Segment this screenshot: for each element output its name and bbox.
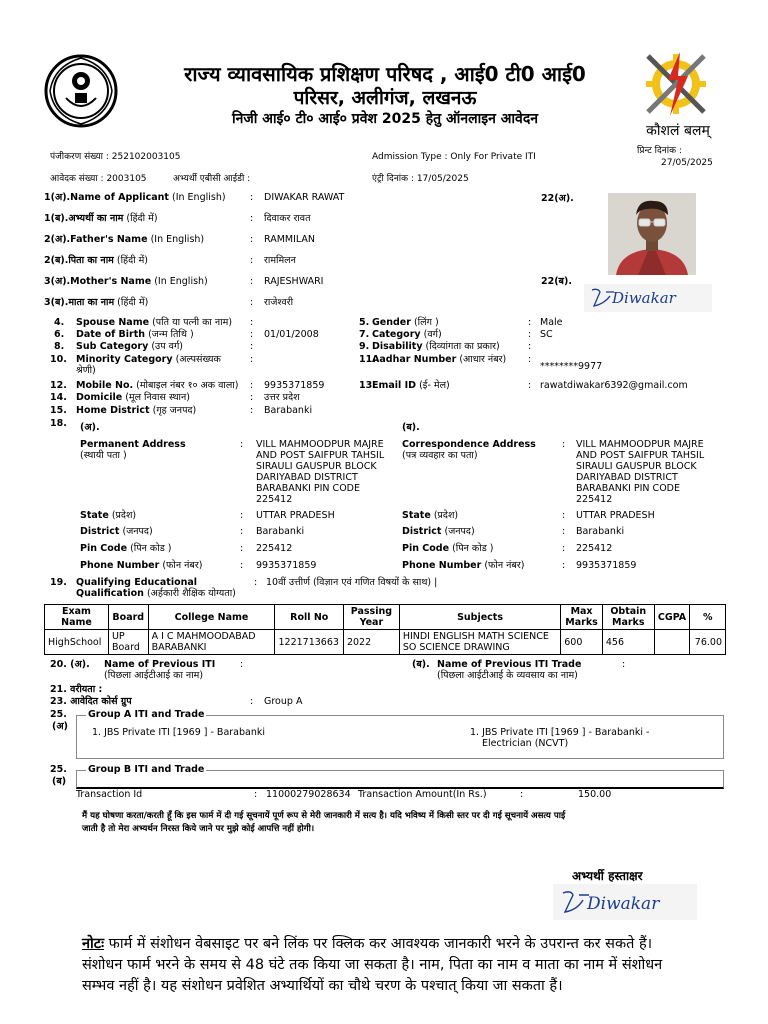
field-sub-category: Sub Category (उप वर्ग)	[76, 341, 183, 352]
num-12: 12.	[50, 380, 67, 391]
num-20: 20. (अ).	[50, 659, 90, 670]
value-mobile: 9935371859	[264, 380, 325, 391]
field-category: Category (वर्ग)	[372, 329, 442, 340]
district-value-left: Barabanki	[256, 526, 305, 537]
field-gender: Gender (लिंग )	[372, 317, 439, 328]
print-date: 27/05/2025	[661, 158, 713, 168]
num-4: 4.	[54, 317, 65, 328]
field-disability: Disability (दिव्यांगता का प्रकार)	[372, 341, 500, 352]
field-minority: Minority Category (अल्पसंख्यक	[76, 354, 221, 365]
table-row: HighSchool UP Board A I C MAHMOODABAD BARABANKI 1221713663 2022 HINDI ENGLISH MATH SCIENCE SO SCIENCE DRAWING 600 456 76.00	[45, 630, 726, 655]
education-table-header	[45, 605, 726, 630]
col-roll-no: Roll No	[275, 605, 343, 630]
state-value-right: UTTAR PRADESH	[576, 510, 655, 521]
education-table	[44, 604, 726, 655]
header-title-line1: राज्य व्यावसायिक प्रशिक्षण परिषद , आई0 टी0 आई0	[184, 62, 586, 86]
label-25a: (अ)	[52, 721, 68, 732]
qualification-label: Qualifying Educational Qualification (अर्हकारी शैक्षिक योग्यता)	[76, 577, 236, 599]
state-value-left: UTTAR PRADESH	[256, 510, 335, 521]
col-max-marks: Max Marks	[561, 605, 603, 630]
field-dob: Date of Birth (जन्म तिथि )	[76, 329, 194, 340]
num-9: 9.	[359, 341, 370, 352]
group-a-item-1: 1. JBS Private ITI [1969 ] - Barabanki	[92, 727, 266, 738]
course-group-value: Group A	[264, 696, 303, 707]
num-8: 8.	[54, 341, 65, 352]
value-gender: Male	[540, 317, 563, 328]
num-13: 13.	[359, 380, 376, 391]
num-21: 21. वरीयता :	[50, 684, 103, 695]
logo-caption: कौशलं बलम्	[646, 123, 710, 139]
qualification-value: 10वीं उत्तीर्ण (विज्ञान एवं गणित विषयों के साथ) |	[266, 577, 438, 588]
entry-date: एंट्री दिनांक : 17/05/2025	[372, 174, 469, 184]
phone-value-left: 9935371859	[256, 560, 317, 571]
value-mother-name-en: RAJESHWARI	[264, 276, 324, 287]
transaction-id-label: Transaction Id	[76, 789, 143, 800]
value-aadhar: ********9977	[540, 361, 603, 372]
field-spouse-name: Spouse Name (पति या पत्नी का नाम)	[76, 317, 233, 328]
admission-type: Admission Type : Only For Private ITI	[372, 152, 536, 162]
value-dob: 01/01/2008	[264, 329, 319, 340]
value-email: rawatdiwakar6392@gmail.com	[540, 380, 688, 391]
num-6: 6.	[54, 329, 65, 340]
value-category: SC	[540, 329, 553, 340]
permanent-address-label: Permanent Address (स्थायी पता )	[80, 439, 186, 461]
value-mother-name-hi: राजेश्वरी	[264, 297, 294, 308]
district-value-right: Barabanki	[576, 526, 625, 537]
label-18a: (अ).	[80, 422, 100, 433]
applicant-photo	[608, 193, 696, 275]
registration-number: पंजीकरण संख्या : 252102003105	[50, 152, 181, 162]
abc-id: अभ्यर्थी एबीसी आईडी :	[173, 174, 251, 184]
pin-value-left: 225412	[256, 543, 293, 554]
field-applicant-name-en: 1(अ).Name of Applicant (In English)	[44, 192, 226, 203]
value-home-district: Barabanki	[264, 405, 313, 416]
emblem-logo-left	[44, 54, 118, 128]
col-college-name: College Name	[148, 605, 275, 630]
label-20b: (ब).	[412, 659, 430, 670]
col-passing-year: Passing Year	[343, 605, 399, 630]
label-22b: 22(ब).	[541, 276, 572, 287]
value-domicile: उत्तर प्रदेश	[264, 392, 300, 403]
state-label-left: State (प्रदेश)	[80, 510, 137, 521]
district-label-left: District (जनपद)	[80, 526, 153, 537]
col-percent: %	[690, 605, 726, 630]
group-a-title: Group A ITI and Trade	[88, 709, 205, 720]
header-title-line3: निजी आई० टी० आई० प्रवेश 2025 हेतु ऑनलाइन आवेदन	[231, 111, 539, 127]
header-title-line2: परिसर, अलीगंज, लखनऊ	[293, 87, 477, 109]
group-b-title: Group B ITI and Trade	[88, 764, 205, 775]
value-father-name-hi: राममिलन	[264, 255, 296, 266]
phone-label-left: Phone Number (फोन नंबर)	[80, 560, 203, 571]
field-domicile: Domicile (मूल निवास स्थान)	[76, 392, 190, 403]
value-applicant-name-en: DIWAKAR RAWAT	[264, 192, 345, 203]
col-exam-name: Exam Name	[45, 605, 109, 630]
skill-india-logo	[634, 46, 718, 122]
value-applicant-name-hi: दिवाकर रावत	[264, 213, 311, 224]
label-18b: (ब).	[402, 422, 420, 433]
field-email: Email ID (ई- मेल)	[372, 380, 450, 391]
field-father-name-en: 2(अ).Father's Name (In English)	[44, 234, 205, 245]
pin-value-right: 225412	[576, 543, 613, 554]
label-22a: 22(अ).	[541, 193, 574, 204]
field-father-name-hi: 2(ब).पिता का नाम (हिंदी में)	[44, 255, 149, 266]
candidate-signature-label: अभ्यर्थी हस्ताक्षर	[572, 869, 643, 883]
num-7: 7.	[359, 329, 370, 340]
num-15: 15.	[50, 405, 67, 416]
note-text: नोटः फार्म में संशोधन वेबसाइट पर बने लिंक पर क्लिक कर आवश्यक जानकारी भरने के उपरान्त कर सकते हैं। संशोधन फार्म भरने के समय से 48 घंटे तक किया जा सकता है। नाम, पिता का नाम व माता का नाम में संशोधन सम्भव नहीं है। यह संशोधन प्रवेशित अभ्यार्थियों का चौथे चरण के पश्चात् किया जा सकता हैं।	[82, 936, 663, 994]
transaction-id-value: 11000279028634	[266, 789, 351, 800]
label-25b: (ब)	[52, 776, 67, 787]
field-mother-name-en: 3(अ).Mother's Name (In English)	[44, 276, 208, 287]
signature-text: Diwakar	[612, 289, 676, 307]
num-14: 14.	[50, 392, 67, 403]
field-aadhar: Aadhar Number (आधार नंबर)	[372, 354, 507, 365]
num-10: 10.	[50, 354, 67, 365]
print-date-label: प्रिन्ट दिनांक :	[637, 146, 682, 156]
transaction-amount-value: 150.00	[578, 789, 612, 800]
transaction-amount-label: Transaction Amount(In Rs.)	[358, 789, 487, 800]
group-a-item-2: 1. JBS Private ITI [1969 ] - Barabanki - Electrician (NCVT)	[470, 727, 650, 749]
pin-label-left: Pin Code (पिन कोड )	[80, 543, 172, 554]
num-11: 11.	[359, 354, 376, 365]
correspondence-address-label: Correspondence Address (पत्र व्यवहार का पता)	[402, 439, 536, 461]
value-father-name-en: RAMMILAN	[264, 234, 316, 245]
col-obtain-marks: Obtain Marks	[602, 605, 654, 630]
num-19: 19.	[50, 577, 67, 588]
field-mobile: Mobile No. (मोबाइल नंबर १० अक वाला)	[76, 380, 239, 391]
district-label-right: District (जनपद)	[402, 526, 475, 537]
phone-label-right: Phone Number (फोन नंबर)	[402, 560, 525, 571]
signature-image-bottom	[553, 884, 697, 920]
state-label-right: State (प्रदेश)	[402, 510, 459, 521]
pin-label-right: Pin Code (पिन कोड )	[402, 543, 494, 554]
correspondence-address-value: VILL MAHMOODPUR MAJRE AND POST SAIFPUR TAHSIL SIRAULI GAUSPUR BLOCK DARIYABAD DISTRICT BARABANKI PIN CODE 225412	[576, 439, 705, 505]
field-applicant-name-hi: 1(ब).अभ्यर्थी का नाम (हिंदी में)	[44, 213, 158, 224]
num-5: 5.	[359, 317, 370, 328]
col-cgpa: CGPA	[654, 605, 690, 630]
num-25b: 25.	[50, 764, 67, 775]
application-number: आवेदक संख्या : 2003105	[50, 174, 147, 184]
previous-iti-label: Name of Previous ITI (पिछला आईटीआई का नाम)	[104, 659, 216, 681]
col-board: Board	[108, 605, 148, 630]
declaration-text: मैं यह घोषणा करता/करती हूँ कि इस फार्म में दी गई सूचनायें पूर्ण रूप से मेरी जानकारी में सत्य है। यदि भविष्य में किसी स्तर पर दी गई सूचनायें असत्य पाई जाती है तो मेरा अभ्यर्थन निरस्त किये जाने पर मुझे कोई आपत्ति नहीं होगी।	[82, 811, 566, 834]
col-subjects: Subjects	[399, 605, 560, 630]
num-18: 18.	[50, 418, 67, 429]
permanent-address-value: VILL MAHMOODPUR MAJRE AND POST SAIFPUR TAHSIL SIRAULI GAUSPUR BLOCK DARIYABAD DISTRICT BARABANKI PIN CODE 225412	[256, 439, 385, 505]
signature-image-top	[584, 284, 712, 312]
previous-iti-trade-label: Name of Previous ITI Trade (पिछला आईटीआई के व्यवसाय का नाम)	[437, 659, 582, 681]
signature-text-bottom: Diwakar	[587, 894, 660, 914]
num-23: 23. आवेदित कोर्स ग्रुप	[50, 696, 132, 707]
field-mother-name-hi: 3(ब).माता का नाम (हिंदी में)	[44, 297, 149, 308]
field-minority-hi2: श्रेणी)	[76, 365, 96, 376]
field-home-district: Home District (गृह जनपद)	[76, 405, 197, 416]
num-25a: 25.	[50, 709, 67, 720]
phone-value-right: 9935371859	[576, 560, 637, 571]
